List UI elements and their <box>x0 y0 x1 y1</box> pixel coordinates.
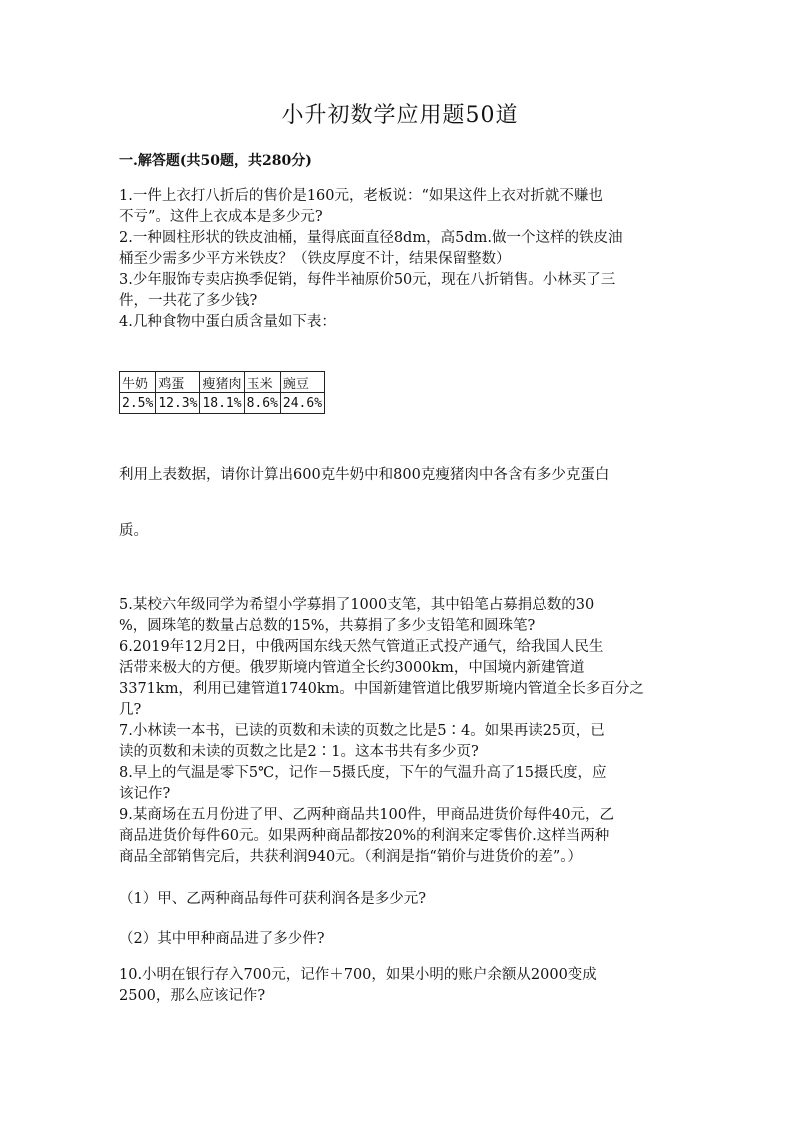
question-10 <box>119 965 681 1007</box>
questions-5-9 <box>119 595 681 868</box>
text-line: 1.一件上衣打八折后的售价是160元，老板说：“如果这件上衣对折就不赚也 <box>119 188 603 204</box>
table-cell: 12.3% <box>156 393 200 414</box>
text-line: 2.一种圆柱形状的铁皮油桶，量得底面直径8dm，高5dm.做一个这样的铁皮油 <box>119 230 623 246</box>
question-9-subquestion-1: （1）甲、乙两种商品每件可获利润各是多少元? <box>119 891 426 907</box>
question-4-text-line2: 质。 <box>119 523 148 539</box>
text-line: 2500，那么应该记作? <box>119 988 266 1004</box>
question-9-subquestion-2: （2）其中甲种商品进了多少件? <box>119 931 325 947</box>
text-line: 4.几种食物中蛋白质含量如下表： <box>119 314 336 330</box>
text-line: 不亏”。这件上衣成本是多少元? <box>119 209 323 225</box>
text-line: 该记作? <box>119 786 171 802</box>
protein-table <box>119 371 325 414</box>
text-line: %，圆珠笔的数量占总数的15%，共募捐了多少支铅笔和圆珠笔? <box>119 618 536 634</box>
text-line: 商品进货价每件60元。如果两种商品都按20%的利润来定零售价.这样当两种 <box>119 828 610 844</box>
text-line: 几? <box>119 702 142 718</box>
table-header-cell: 豌豆 <box>280 372 324 393</box>
table-cell: 8.6% <box>244 393 280 414</box>
text-line: 6.2019年12月2日，中俄两国东线天然气管道正式投产通气，给我国人民生 <box>119 639 604 655</box>
table-cell: 18.1% <box>200 393 244 414</box>
protein-table-value-row <box>120 393 325 414</box>
question-4-text-line1: 利用上表数据，请你计算出600克牛奶中和800克瘦猪肉中各含有多少克蛋白 <box>119 467 610 483</box>
table-header-cell: 牛奶 <box>120 372 156 393</box>
text-line: 活带来极大的方便。俄罗斯境内管道全长约3000km，中国境内新建管道 <box>119 660 585 676</box>
text-line: 件，一共花了多少钱? <box>119 293 258 309</box>
text-line: 8.早上的气温是零下5℃，记作－5摄氏度，下午的气温升高了15摄氏度，应 <box>119 765 607 781</box>
text-line: 10.小明在银行存入700元，记作＋700，如果小明的账户余额从2000变成 <box>119 967 597 983</box>
text-line: 3.少年服饰专卖店换季促销，每件半袖原价50元，现在八折销售。小林买了三 <box>119 272 616 288</box>
questions-1-4 <box>119 186 681 333</box>
protein-table-header-row <box>120 372 325 393</box>
text-line: 7.小林读一本书，已读的页数和未读的页数之比是5∶4。如果再读25页，已 <box>119 723 605 739</box>
text-line: 9.某商场在五月份进了甲、乙两种商品共100件，甲商品进货价每件40元，乙 <box>119 807 614 823</box>
text-line: 桶至少需多少平方米铁皮？（铁皮厚度不计，结果保留整数） <box>119 251 511 267</box>
table-cell: 2.5% <box>120 393 156 414</box>
text-line: 商品全部销售完后，共获利润940元。（利润是指“销价与进货价的差”。） <box>119 849 582 865</box>
text-line: 3371km，利用已建管道1740km。中国新建管道比俄罗斯境内管道全长多百分之 <box>119 681 644 697</box>
table-header-cell: 鸡蛋 <box>156 372 200 393</box>
table-cell: 24.6% <box>280 393 324 414</box>
text-line: 读的页数和未读的页数之比是2∶1。这本书共有多少页? <box>119 744 479 760</box>
page-title: 小升初数学应用题50道 <box>281 103 519 128</box>
table-header-cell: 瘦猪肉 <box>200 372 244 393</box>
table-header-cell: 玉米 <box>244 372 280 393</box>
text-line: 5.某校六年级同学为希望小学募捐了1000支笔，其中铅笔占募捐总数的30 <box>119 597 595 613</box>
section-heading: 一.解答题(共50题，共280分) <box>119 153 312 169</box>
